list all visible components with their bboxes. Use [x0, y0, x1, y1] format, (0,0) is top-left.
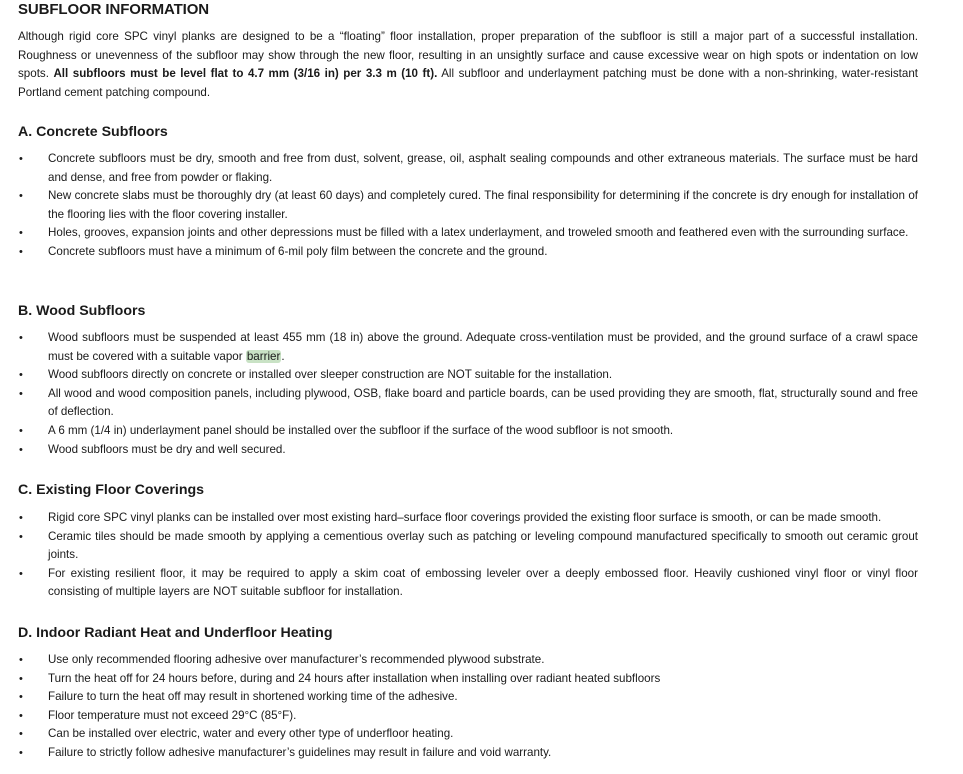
intro-bold-requirement: All subfloors must be level flat to 4.7 mm (3/16 in) per 3.3 m (10 ft).	[53, 67, 438, 81]
list-item: • Turn the heat off for 24 hours before, during and 24 hours after installation when installing over radiant heated subfloors	[18, 670, 918, 689]
bullet-icon: •	[19, 190, 23, 203]
bullet-icon: •	[19, 654, 23, 666]
list-item: • Use only recommended flooring adhesive over manufacturer’s recommended plywood substrate.	[18, 651, 918, 670]
list-item: • Holes, grooves, expansion joints and other depressions must be filled with a latex underlayment, and troweled smooth and feathered even with the surrounding surface.	[18, 224, 918, 243]
list-item: • Wood subfloors must be dry and well secured.	[18, 441, 918, 460]
section-d-list	[18, 651, 918, 763]
list-item: • Ceramic tiles should be made smooth by applying a cementious overlay such as patching or leveling compound manufactured specifically to smooth out ceramic grout joints.	[19, 529, 918, 562]
list-item: • All wood and wood composition panels, including plywood, OSB, flake board and particle boards, can be used providing they are smooth, flat, structurally sound and free of deflection.	[19, 386, 918, 419]
bullet-icon: •	[19, 709, 23, 722]
list-item: • For existing resilient floor, it may be required to apply a skim coat of embossing leveler over a deeply embossed floor. Heavily cushioned vinyl floor or vinyl floor consisting of multiple layers are NOT suitable subfloor for installation.	[19, 566, 918, 599]
bullet-icon: •	[19, 746, 23, 759]
bullet-icon: •	[19, 728, 23, 741]
list-item: • Wood subfloors directly on concrete or installed over sleeper construction are NOT suitable for the installation.	[18, 366, 918, 385]
intro-text-tail: All subfloor and underlayment patching must be done with a non-shrinking, water-resistant Portland cement patching compound.	[18, 67, 919, 99]
section-c-list	[18, 509, 918, 602]
section-a-heading: A. Concrete Subfloors	[18, 124, 168, 140]
page-title: SUBFLOOR INFORMATION	[18, 1, 210, 18]
bullet-icon: •	[19, 227, 23, 240]
bullet-icon: •	[19, 567, 23, 580]
highlighted-word: barrier	[246, 349, 281, 363]
section-a-list	[18, 150, 918, 262]
list-item: • Concrete subfloors must be dry, smooth and free from dust, solvent, grease, oil, asphalt sealing compounds and other extraneous materials. The surface must be hard and dense, and free from powder or flaking.	[19, 152, 918, 184]
section-b-heading: B. Wood Subfloors	[18, 303, 146, 319]
list-item: • Concrete subfloors must have a minimum of 6-mil poly film between the concrete and the ground.	[18, 243, 918, 262]
bullet-icon: •	[19, 245, 23, 258]
section-b-list	[18, 329, 918, 459]
bullet-icon: •	[19, 369, 23, 382]
section-c-heading: C. Existing Floor Coverings	[18, 482, 205, 498]
list-item: • Wood subfloors must be suspended at least 455 mm (18 in) above the ground. Adequate cross-ventilation must be provided, and the ground surface of a crawl space must be covered with a suitable vapor barrier.	[19, 331, 918, 363]
bullet-icon: •	[19, 530, 23, 543]
section-d-heading: D. Indoor Radiant Heat and Underfloor Heating	[18, 625, 333, 641]
bullet-icon: •	[19, 424, 23, 437]
list-item: • Rigid core SPC vinyl planks can be installed over most existing hard–surface floor coverings provided the existing floor surface is smooth, or can be made smooth.	[18, 509, 918, 528]
list-item: • New concrete slabs must be thoroughly dry (at least 60 days) and completely cured. The final responsibility for determining if the concrete is dry enough for installation of the flooring lies with the floor covering installer.	[19, 189, 918, 221]
list-item: • A 6 mm (1/4 in) underlayment panel should be installed over the subfloor if the surface of the wood subfloor is not smooth.	[18, 422, 918, 441]
bullet-icon: •	[19, 691, 23, 704]
bullet-icon: •	[19, 153, 23, 165]
bullet-icon: •	[19, 672, 23, 685]
bullet-icon: •	[19, 443, 23, 456]
bullet-icon: •	[19, 332, 23, 344]
bullet-icon: •	[19, 512, 23, 524]
intro-paragraph	[18, 28, 918, 102]
list-item: • Can be installed over electric, water and every other type of underfloor heating.	[18, 725, 918, 744]
list-item: • Failure to strictly follow adhesive manufacturer’s guidelines may result in failure and void warranty.	[18, 744, 918, 763]
intro-text: Although rigid core SPC vinyl planks are designed to be a “floating” floor installation, proper preparation of the subfloor is still a major part of a successful installation. Roughness or unevenness of the subfloor may show through the new floor, resulting in an unsightly surface and cause excessive wear on high spots or indentation on low spots.	[18, 30, 918, 81]
list-item: • Failure to turn the heat off may result in shortened working time of the adhesive.	[18, 688, 918, 707]
bullet-icon: •	[19, 387, 23, 400]
list-item: • Floor temperature must not exceed 29°C (85°F).	[18, 707, 918, 726]
